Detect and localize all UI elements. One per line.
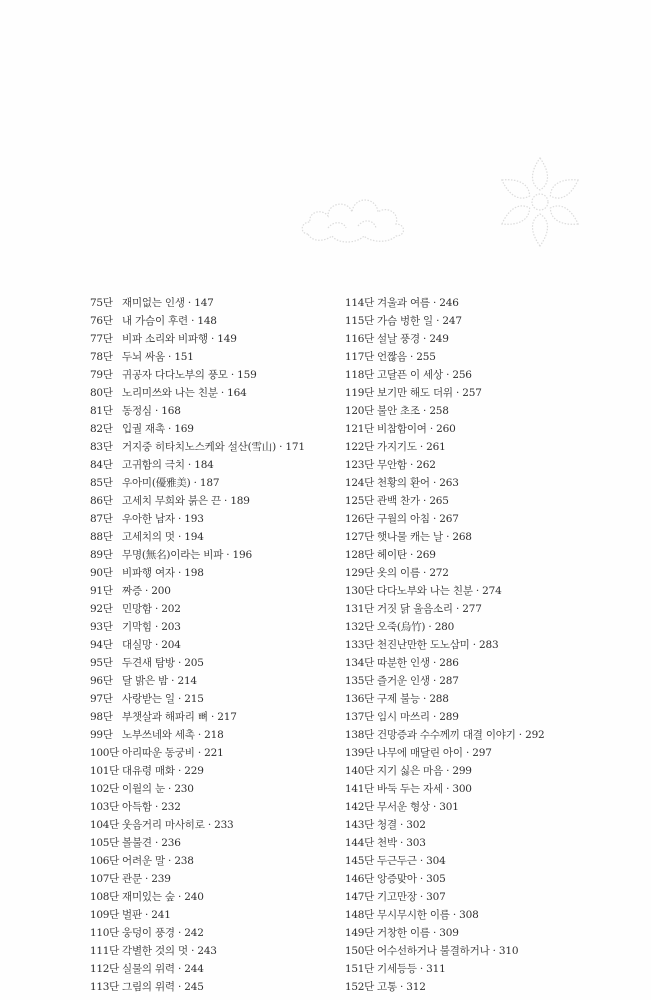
toc-entry-number: 95단 bbox=[90, 657, 113, 669]
toc-entry-title: 천박 · 303 bbox=[377, 837, 426, 849]
toc-entry-title: 달 밝은 밤 · 214 bbox=[122, 675, 197, 687]
toc-entry-title: 민망함 · 202 bbox=[122, 603, 181, 615]
toc-entry-number: 136단 bbox=[345, 693, 374, 705]
toc-entry-title: 아리따운 동궁비 · 221 bbox=[122, 747, 224, 759]
toc-entry bbox=[345, 834, 545, 852]
toc-entry-title: 실물의 위력 · 244 bbox=[122, 963, 204, 975]
toc-entry-title: 두견새 탐방 · 205 bbox=[122, 657, 204, 669]
toc-entry-title: 관백 찬가 · 265 bbox=[377, 495, 449, 507]
toc-entry bbox=[345, 438, 545, 456]
toc-entry-title: 웅덩이 풍경 · 242 bbox=[122, 927, 204, 939]
toc-entry-title: 두근두근 · 304 bbox=[377, 855, 446, 867]
toc-entry bbox=[345, 402, 545, 420]
toc-entry bbox=[90, 600, 305, 618]
toc-entry bbox=[345, 330, 545, 348]
toc-entry bbox=[345, 690, 545, 708]
toc-entry bbox=[345, 636, 545, 654]
toc-entry-number: 91단 bbox=[90, 585, 113, 597]
toc-entry-title: 거창한 이름 · 309 bbox=[377, 927, 459, 939]
flower-ornament-icon bbox=[490, 152, 590, 252]
toc-entry bbox=[90, 618, 305, 636]
toc-entry-number: 142단 bbox=[345, 801, 374, 813]
toc-entry-title: 거짓 닭 울음소리 · 277 bbox=[377, 603, 482, 615]
toc-entry bbox=[345, 924, 545, 942]
toc-entry bbox=[345, 816, 545, 834]
toc-entry-title: 보기만 해도 더위 · 257 bbox=[377, 387, 482, 399]
toc-entry bbox=[345, 942, 545, 960]
toc-entry bbox=[345, 870, 545, 888]
toc-entry-number: 104단 bbox=[90, 819, 119, 831]
toc-entry bbox=[345, 906, 545, 924]
toc-entry-title: 사랑받는 일 · 215 bbox=[122, 693, 204, 705]
toc-entry-title: 짜증 · 200 bbox=[122, 585, 171, 597]
toc-entry-number: 103단 bbox=[90, 801, 119, 813]
toc-entry bbox=[90, 726, 305, 744]
toc-entry-number: 119단 bbox=[345, 387, 374, 399]
toc-entry-title: 헤이탄 · 269 bbox=[377, 549, 436, 561]
toc-entry-title: 재미있는 숲 · 240 bbox=[122, 891, 204, 903]
toc-entry-title: 귀공자 다다노부의 풍모 · 159 bbox=[122, 369, 257, 381]
toc-entry bbox=[345, 672, 545, 690]
toc-entry-number: 106단 bbox=[90, 855, 119, 867]
toc-entry bbox=[90, 438, 305, 456]
toc-entry bbox=[90, 708, 305, 726]
toc-entry bbox=[90, 636, 305, 654]
toc-entry-number: 139단 bbox=[345, 747, 374, 759]
toc-entry-number: 117단 bbox=[345, 351, 374, 363]
toc-entry-number: 132단 bbox=[345, 621, 374, 633]
toc-entry-title: 웃음거리 마사히로 · 233 bbox=[122, 819, 234, 831]
toc-entry-title: 무서운 형상 · 301 bbox=[377, 801, 459, 813]
toc-entry bbox=[90, 834, 305, 852]
toc-entry-number: 87단 bbox=[90, 513, 113, 525]
toc-entry-number: 97단 bbox=[90, 693, 113, 705]
toc-entry bbox=[90, 870, 305, 888]
toc-entry-number: 102단 bbox=[90, 783, 119, 795]
toc-entry-number: 94단 bbox=[90, 639, 113, 651]
toc-entry-title: 햇나물 캐는 날 · 268 bbox=[377, 531, 472, 543]
toc-entry bbox=[90, 528, 305, 546]
toc-entry-number: 115단 bbox=[345, 315, 374, 327]
toc-entry-number: 99단 bbox=[90, 729, 113, 741]
toc-entry-title: 무시무시한 이름 · 308 bbox=[377, 909, 479, 921]
toc-entry bbox=[345, 726, 545, 744]
toc-entry-title: 대유령 매화 · 229 bbox=[122, 765, 204, 777]
toc-entry-number: 89단 bbox=[90, 549, 113, 561]
toc-entry-number: 84단 bbox=[90, 459, 113, 471]
toc-entry-title: 바둑 두는 자세 · 300 bbox=[377, 783, 472, 795]
toc-entry bbox=[90, 978, 305, 996]
toc-entry bbox=[90, 294, 305, 312]
toc-entry-title: 벌판 · 241 bbox=[122, 909, 171, 921]
toc-entry bbox=[90, 816, 305, 834]
toc-entry-number: 149단 bbox=[345, 927, 374, 939]
toc-entry-title: 고귀함의 극치 · 184 bbox=[122, 459, 214, 471]
toc-entry-number: 92단 bbox=[90, 603, 113, 615]
toc-entry-title: 언짢음 · 255 bbox=[377, 351, 436, 363]
toc-entry bbox=[90, 510, 305, 528]
toc-entry-title: 대실망 · 204 bbox=[122, 639, 181, 651]
toc-entry-title: 즐거운 인생 · 287 bbox=[377, 675, 459, 687]
toc-entry-title: 볼불견 · 236 bbox=[122, 837, 181, 849]
toc-entry-title: 불안 초조 · 258 bbox=[377, 405, 449, 417]
toc-entry bbox=[90, 942, 305, 960]
toc-entry bbox=[345, 294, 545, 312]
toc-entry-title: 이월의 눈 · 230 bbox=[122, 783, 194, 795]
toc-entry-number: 123단 bbox=[345, 459, 374, 471]
toc-entry bbox=[345, 366, 545, 384]
toc-entry-number: 128단 bbox=[345, 549, 374, 561]
toc-entry bbox=[90, 960, 305, 978]
toc-entry-number: 129단 bbox=[345, 567, 374, 579]
toc-entry-title: 동정심 · 168 bbox=[122, 405, 181, 417]
toc-entry bbox=[345, 780, 545, 798]
toc-entry bbox=[90, 654, 305, 672]
toc-entry-title: 기고만장 · 307 bbox=[377, 891, 446, 903]
toc-entry-number: 124단 bbox=[345, 477, 374, 489]
toc-entry-number: 98단 bbox=[90, 711, 113, 723]
toc-entry-number: 85단 bbox=[90, 477, 113, 489]
toc-entry-number: 148단 bbox=[345, 909, 374, 921]
toc-entry-number: 108단 bbox=[90, 891, 119, 903]
toc-entry-number: 150단 bbox=[345, 945, 374, 957]
toc-entry bbox=[90, 420, 305, 438]
toc-entry-title: 비파 소리와 비파행 · 149 bbox=[122, 333, 237, 345]
toc-entry bbox=[345, 600, 545, 618]
toc-entry-title: 오죽(烏竹) · 280 bbox=[377, 621, 455, 633]
toc-entry-title: 다다노부와 나는 친분 · 274 bbox=[377, 585, 502, 597]
toc-entry-number: 144단 bbox=[345, 837, 374, 849]
toc-entry-title: 노부쓰네와 세촉 · 218 bbox=[122, 729, 224, 741]
toc-entry-title: 거지중 히타치노스케와 설산(雪山) · 171 bbox=[122, 441, 305, 453]
toc-entry-number: 100단 bbox=[90, 747, 119, 759]
toc-entry bbox=[90, 762, 305, 780]
toc-entry bbox=[345, 960, 545, 978]
toc-entry-number: 80단 bbox=[90, 387, 113, 399]
toc-entry-number: 82단 bbox=[90, 423, 113, 435]
toc-entry bbox=[90, 888, 305, 906]
toc-entry-title: 재미없는 인생 · 147 bbox=[122, 297, 214, 309]
toc-entry-title: 우아미(優雅美) · 187 bbox=[122, 477, 220, 489]
toc-entry bbox=[345, 564, 545, 582]
toc-entry bbox=[90, 744, 305, 762]
toc-entry-title: 부챗살과 해파리 뼈 · 217 bbox=[122, 711, 237, 723]
toc-entry-number: 81단 bbox=[90, 405, 113, 417]
toc-entry-title: 어수선하거나 불결하거나 · 310 bbox=[377, 945, 519, 957]
toc-entry-number: 145단 bbox=[345, 855, 374, 867]
toc-entry-number: 122단 bbox=[345, 441, 374, 453]
toc-entry bbox=[90, 690, 305, 708]
toc-entry-number: 96단 bbox=[90, 675, 113, 687]
toc-entry-title: 그림의 위력 · 245 bbox=[122, 981, 204, 993]
toc-entry-number: 113단 bbox=[90, 981, 119, 993]
toc-entry bbox=[345, 348, 545, 366]
toc-entry-number: 134단 bbox=[345, 657, 374, 669]
toc-entry bbox=[345, 708, 545, 726]
toc-entry-number: 118단 bbox=[345, 369, 374, 381]
toc-entry-number: 111단 bbox=[90, 945, 119, 957]
toc-entry bbox=[90, 798, 305, 816]
toc-entry-title: 기막힘 · 203 bbox=[122, 621, 181, 633]
toc-entry-title: 가슴 벙한 일 · 247 bbox=[377, 315, 462, 327]
toc-entry-number: 101단 bbox=[90, 765, 119, 777]
toc-entry-title: 고달픈 이 세상 · 256 bbox=[377, 369, 472, 381]
toc-entry bbox=[90, 672, 305, 690]
toc-entry-title: 따분한 인생 · 286 bbox=[377, 657, 459, 669]
toc-entry-title: 입궐 재촉 · 169 bbox=[122, 423, 194, 435]
toc-entry-title: 설날 풍경 · 249 bbox=[377, 333, 449, 345]
toc-entry-number: 105단 bbox=[90, 837, 119, 849]
toc-entry-title: 비참함이여 · 260 bbox=[377, 423, 456, 435]
toc-entry-title: 아득함 · 232 bbox=[122, 801, 181, 813]
toc-entry bbox=[90, 312, 305, 330]
toc-entry bbox=[90, 348, 305, 366]
toc-entry-title: 나무에 매달린 아이 · 297 bbox=[377, 747, 492, 759]
toc-entry-title: 두뇌 싸움 · 151 bbox=[122, 351, 194, 363]
toc-entry bbox=[345, 312, 545, 330]
toc-entry-number: 146단 bbox=[345, 873, 374, 885]
toc-entry bbox=[345, 528, 545, 546]
toc-entry bbox=[345, 852, 545, 870]
toc-entry-number: 125단 bbox=[345, 495, 374, 507]
toc-entry bbox=[90, 492, 305, 510]
toc-left-column bbox=[90, 294, 305, 996]
toc-entry-number: 147단 bbox=[345, 891, 374, 903]
toc-entry bbox=[90, 546, 305, 564]
toc-entry-number: 133단 bbox=[345, 639, 374, 651]
toc-entry-number: 76단 bbox=[90, 315, 113, 327]
toc-entry bbox=[345, 384, 545, 402]
toc-entry-number: 130단 bbox=[345, 585, 374, 597]
toc-entry-number: 126단 bbox=[345, 513, 374, 525]
toc-entry-number: 90단 bbox=[90, 567, 113, 579]
toc-entry bbox=[90, 780, 305, 798]
toc-entry-title: 임시 마쓰리 · 289 bbox=[377, 711, 459, 723]
toc-entry-number: 141단 bbox=[345, 783, 374, 795]
cloud-ornament-icon bbox=[298, 182, 410, 248]
toc-entry-title: 우아한 남자 · 193 bbox=[122, 513, 204, 525]
toc-entry bbox=[345, 546, 545, 564]
toc-entry-title: 기세등등 · 311 bbox=[377, 963, 446, 975]
toc-entry bbox=[345, 456, 545, 474]
toc-entry-number: 137단 bbox=[345, 711, 374, 723]
toc-entry bbox=[345, 654, 545, 672]
toc-entry bbox=[90, 330, 305, 348]
toc-entry bbox=[90, 564, 305, 582]
toc-entry-number: 127단 bbox=[345, 531, 374, 543]
toc-entry-title: 내 가슴이 후련 · 148 bbox=[122, 315, 217, 327]
toc-entry-number: 75단 bbox=[90, 297, 113, 309]
toc-entry-number: 131단 bbox=[345, 603, 374, 615]
toc-entry-number: 121단 bbox=[345, 423, 374, 435]
toc-entry-number: 112단 bbox=[90, 963, 119, 975]
toc-entry-number: 88단 bbox=[90, 531, 113, 543]
toc-entry-number: 110단 bbox=[90, 927, 119, 939]
toc-entry-title: 구제 불능 · 288 bbox=[377, 693, 449, 705]
toc-entry-number: 120단 bbox=[345, 405, 374, 417]
toc-entry-title: 청결 · 302 bbox=[377, 819, 426, 831]
toc-entry-title: 관문 · 239 bbox=[122, 873, 171, 885]
toc-entry bbox=[90, 474, 305, 492]
toc-entry-number: 77단 bbox=[90, 333, 113, 345]
toc-entry-title: 각별한 것의 멋 · 243 bbox=[122, 945, 217, 957]
toc-entry-title: 비파행 여자 · 198 bbox=[122, 567, 204, 579]
toc-entry-title: 구월의 아침 · 267 bbox=[377, 513, 459, 525]
toc-entry bbox=[345, 978, 545, 996]
toc-entry-title: 천황의 환어 · 263 bbox=[377, 477, 459, 489]
toc-entry bbox=[90, 924, 305, 942]
toc-entry bbox=[345, 744, 545, 762]
toc-entry-title: 고통 · 312 bbox=[377, 981, 426, 993]
toc-entry-title: 어려운 말 · 238 bbox=[122, 855, 194, 867]
toc-entry-number: 151단 bbox=[345, 963, 374, 975]
toc-entry bbox=[345, 582, 545, 600]
toc-entry-title: 건망증과 수수께끼 대결 이야기 · 292 bbox=[377, 729, 545, 741]
toc-entry-title: 노리미쓰와 나는 친분 · 164 bbox=[122, 387, 247, 399]
toc-entry bbox=[90, 402, 305, 420]
toc-right-column bbox=[345, 294, 545, 996]
toc-entry-title: 고세치의 멋 · 194 bbox=[122, 531, 204, 543]
toc-entry-number: 116단 bbox=[345, 333, 374, 345]
toc-entry-title: 겨울과 여름 · 246 bbox=[377, 297, 459, 309]
toc-entry-number: 138단 bbox=[345, 729, 374, 741]
toc-entry-number: 135단 bbox=[345, 675, 374, 687]
toc-entry bbox=[90, 582, 305, 600]
toc-entry-number: 140단 bbox=[345, 765, 374, 777]
toc-entry-number: 83단 bbox=[90, 441, 113, 453]
toc-entry-title: 가지기도 · 261 bbox=[377, 441, 446, 453]
toc-entry-number: 107단 bbox=[90, 873, 119, 885]
toc-entry-number: 152단 bbox=[345, 981, 374, 993]
toc-entry-title: 지기 싫은 마음 · 299 bbox=[377, 765, 472, 777]
toc-entry bbox=[90, 384, 305, 402]
toc-entry-number: 86단 bbox=[90, 495, 113, 507]
toc-entry-title: 고세치 무희와 붉은 끈 · 189 bbox=[122, 495, 250, 507]
toc-entry-number: 143단 bbox=[345, 819, 374, 831]
toc-entry bbox=[345, 762, 545, 780]
toc-entry-title: 옷의 이름 · 272 bbox=[377, 567, 449, 579]
toc-entry-number: 114단 bbox=[345, 297, 374, 309]
toc-entry bbox=[345, 888, 545, 906]
toc-entry bbox=[90, 906, 305, 924]
toc-entry-title: 무안함 · 262 bbox=[377, 459, 436, 471]
toc-entry-number: 79단 bbox=[90, 369, 113, 381]
toc-entry bbox=[345, 474, 545, 492]
toc-entry bbox=[90, 456, 305, 474]
toc-entry-number: 109단 bbox=[90, 909, 119, 921]
toc-entry bbox=[345, 510, 545, 528]
toc-entry bbox=[90, 852, 305, 870]
toc-entry bbox=[345, 492, 545, 510]
toc-entry bbox=[345, 420, 545, 438]
toc-entry bbox=[345, 618, 545, 636]
toc-entry-number: 78단 bbox=[90, 351, 113, 363]
toc-entry-number: 93단 bbox=[90, 621, 113, 633]
toc-entry bbox=[345, 798, 545, 816]
toc-entry-title: 무명(無名)이라는 비파 · 196 bbox=[122, 549, 252, 561]
toc-entry-title: 천진난만한 도노삼미 · 283 bbox=[377, 639, 499, 651]
toc-entry-title: 앙증맞아 · 305 bbox=[377, 873, 446, 885]
toc-entry bbox=[90, 366, 305, 384]
